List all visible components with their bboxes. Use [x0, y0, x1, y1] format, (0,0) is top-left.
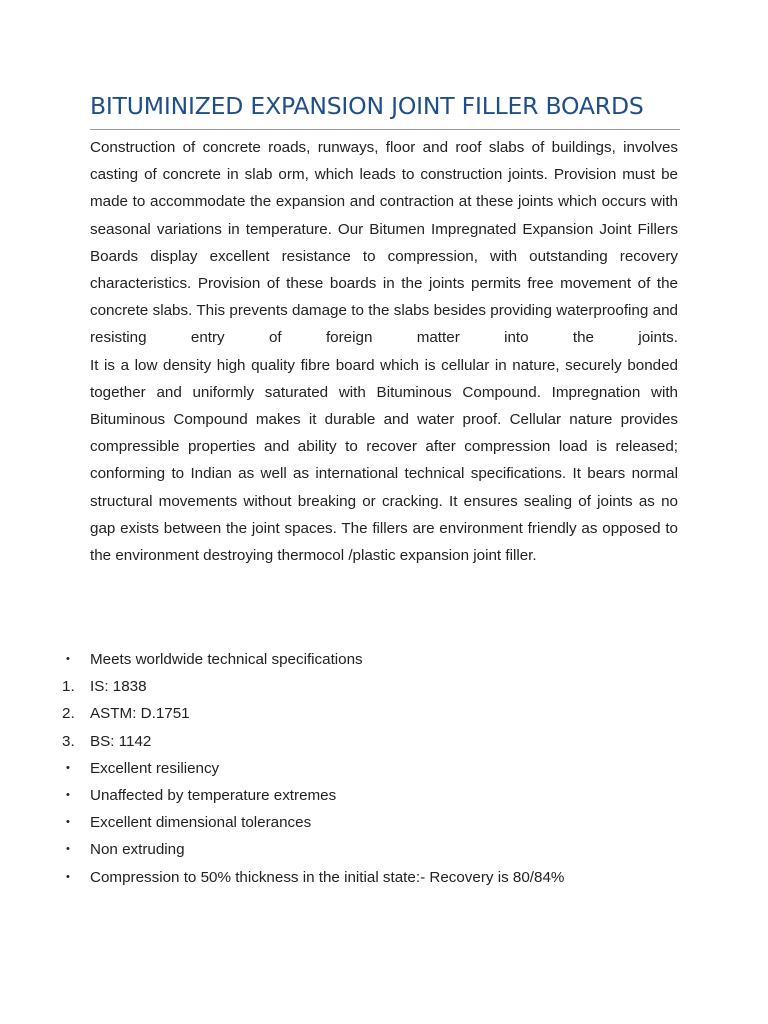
list-item-text: Excellent dimensional tolerances — [90, 814, 312, 832]
list-item — [0, 728, 700, 755]
list-item — [0, 836, 700, 863]
body-paragraph: It is a low density high quality fibre board which is cellular in nature, securely bonded together and uniformly saturated with Bituminous Compound. Impregnation with Bituminous Compound makes it durable and water proof. Cellular nature provides compressible properties and ability to recover after compression load is released; conforming to Indian as well as international technical specifications. It bears normal structural movements without breaking or cracking. It ensures sealing of joints as no gap exists between the joint spaces. The fillers are environment friendly as opposed to the environment destroying thermocol /plastic expansion joint filler. — [90, 356, 678, 565]
list-marker: 2. — [62, 705, 75, 723]
list-marker: • — [66, 788, 70, 801]
list-marker: 1. — [62, 678, 75, 696]
document-body — [90, 134, 678, 569]
list-item-text: Meets worldwide technical specifications — [90, 651, 363, 668]
list-marker: • — [66, 761, 70, 774]
list-marker: • — [66, 843, 70, 856]
list-item-text: ASTM: D.1751 — [90, 705, 190, 723]
list-item-text: Non extruding — [90, 841, 185, 859]
list-item — [0, 782, 700, 809]
list-item-text: BS: 1142 — [90, 732, 152, 750]
list-marker: • — [66, 816, 70, 829]
list-item — [0, 700, 700, 727]
list-marker: • — [66, 870, 70, 883]
list-item — [0, 673, 700, 700]
list-marker: 3. — [62, 732, 75, 750]
list-item — [0, 809, 700, 836]
title-divider — [90, 129, 680, 130]
document-title: BITUMINIZED EXPANSION JOINT FILLER BOARDS — [90, 92, 644, 120]
list-item — [0, 755, 700, 782]
body-paragraph: Construction of concrete roads, runways, floor and roof slabs of buildings, involves casting of concrete in slab orm, which leads to construction joints. Provision must be made to accommodate the expansion and contraction at these joints which occurs with seasonal variations in temperature. Our Bitumen Impregnated Expansion Joint Fillers Boards display excellent resistance to compression, with outstanding recovery characteristics. Provision of these boards in the joints permits free movement of the concrete slabs. This prevents damage to the slabs besides providing waterproofing and resisting entry of foreign matter into the joints. — [90, 139, 678, 347]
list-item — [0, 646, 700, 673]
list-marker: • — [66, 653, 70, 665]
feature-list — [0, 646, 700, 891]
list-item-text: IS: 1838 — [90, 678, 147, 696]
list-item-text: Unaffected by temperature extremes — [90, 786, 337, 804]
list-item-text: Compression to 50% thickness in the initial state:- Recovery is 80/84% — [90, 868, 565, 886]
list-item-text: Excellent resiliency — [90, 759, 220, 777]
list-item — [0, 864, 700, 891]
